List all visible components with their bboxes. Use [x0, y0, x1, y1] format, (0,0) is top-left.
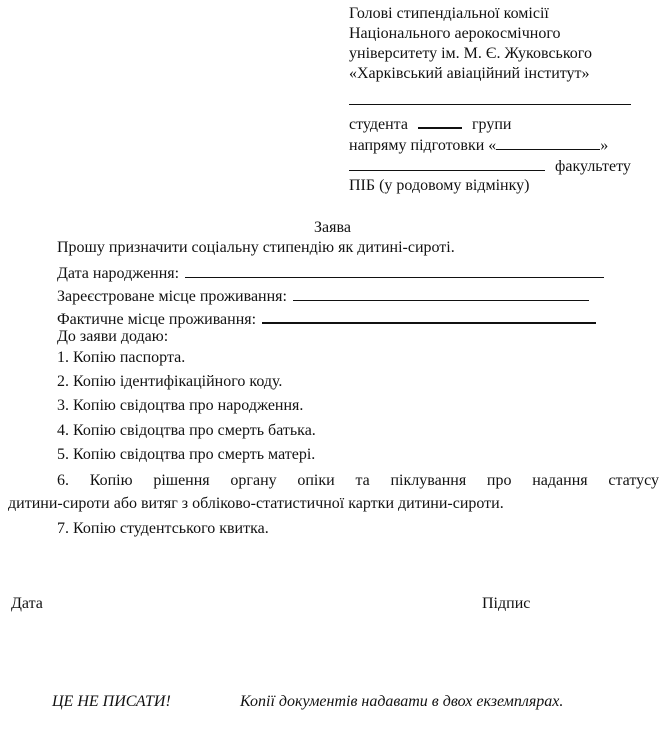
- date-label: Дата: [11, 595, 43, 612]
- addressee-line-2: Національного аерокосмічного: [349, 25, 561, 42]
- registered-address-row: [57, 286, 589, 305]
- student-group-row: [349, 113, 511, 133]
- direction-blank: [496, 135, 600, 150]
- list-item: 4. Копію свідоцтва про смерть батька.: [57, 422, 316, 439]
- registered-address-blank: [293, 286, 589, 301]
- actual-address-row: [57, 308, 596, 328]
- list-item: 5. Копію свідоцтва про смерть матері.: [57, 446, 316, 463]
- request-text: Прошу призначити соціальну стипендію як дитині-сироті.: [57, 239, 455, 256]
- document-title: Заява: [314, 219, 351, 236]
- sender-name-line: [349, 104, 631, 105]
- list-item: 1. Копію паспорта.: [57, 349, 186, 366]
- birth-date-label: Дата народження:: [57, 265, 180, 282]
- group-label: групи: [471, 116, 512, 133]
- faculty-row: [349, 156, 631, 175]
- direction-close-quote: »: [600, 137, 609, 154]
- birth-date-blank: [185, 263, 604, 278]
- pib-label: ПІБ (у родовому відмінку): [349, 177, 530, 194]
- addressee-line-1: Голові стипендіальної комісії: [349, 5, 549, 22]
- list-item-continuation: дитини-сироти або витяг з обліково-статистичної картки дитини-сироти.: [8, 495, 504, 512]
- faculty-blank: [349, 156, 545, 171]
- addressee-line-4: «Харківський авіаційний інститут»: [349, 65, 590, 82]
- addressee-line-3: університету ім. М. Є. Жуковського: [349, 45, 592, 62]
- birth-date-row: [57, 263, 604, 282]
- list-item: 7. Копію студентського квитка.: [57, 520, 269, 537]
- registered-address-label: Зареєстроване місце проживання:: [57, 288, 287, 305]
- list-item: 6. Копію рішення органу опіки та піклування про надання статусу: [57, 472, 659, 489]
- direction-label: напряму підготовки «: [349, 137, 497, 154]
- attachments-intro: До заяви додаю:: [57, 328, 169, 345]
- faculty-label: факультету: [555, 158, 631, 175]
- copies-note: Копії документів надавати в двох екземплярах.: [240, 693, 564, 710]
- list-item: 2. Копію ідентифікаційного коду.: [57, 373, 283, 390]
- actual-address-label: Фактичне місце проживання:: [57, 311, 257, 328]
- signature-label: Підпис: [482, 595, 531, 612]
- list-item: 3. Копію свідоцтва про народження.: [57, 397, 304, 414]
- group-number-blank: [418, 113, 462, 129]
- student-label: студента: [349, 116, 408, 133]
- direction-row: [349, 135, 608, 154]
- actual-address-blank: [262, 308, 596, 324]
- do-not-write-note: ЦЕ НЕ ПИСАТИ!: [52, 693, 171, 710]
